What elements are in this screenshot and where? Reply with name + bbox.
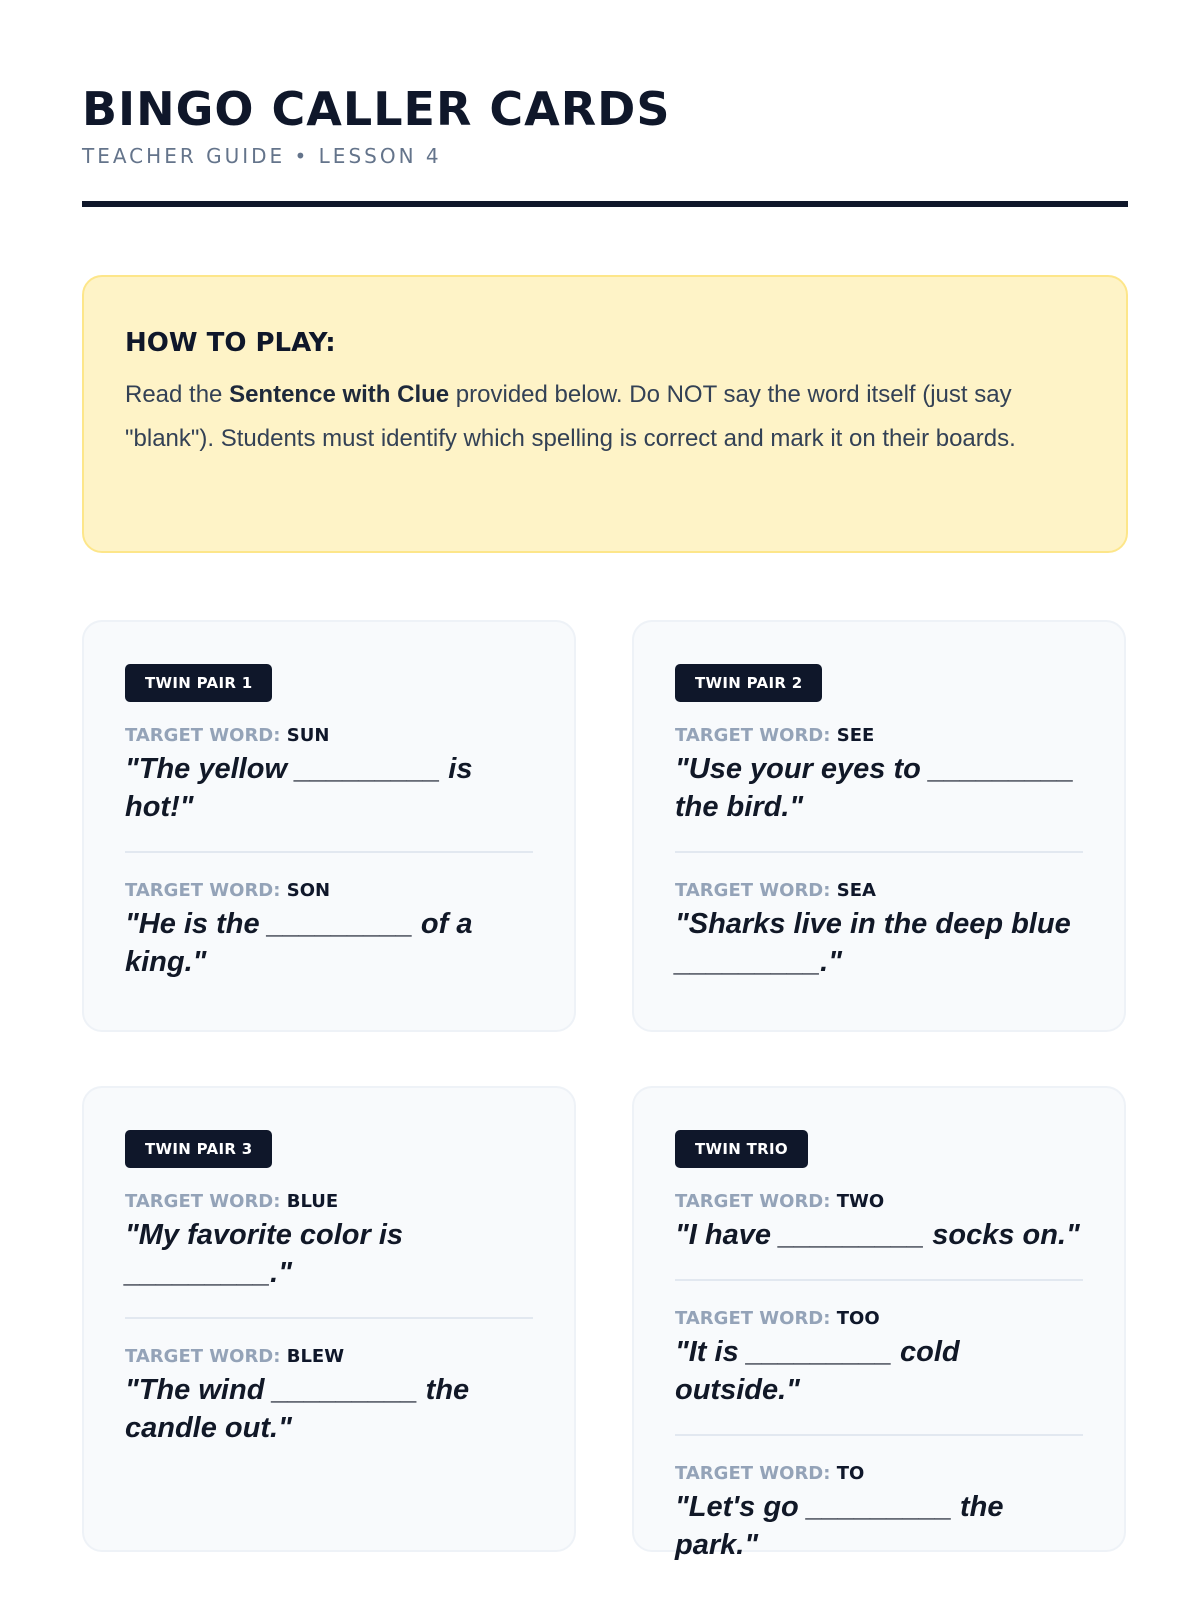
card-entry bbox=[675, 1279, 1083, 1409]
target-word-line bbox=[125, 1190, 533, 1214]
how-to-play-text bbox=[125, 373, 1085, 461]
target-word-label: TARGET WORD: bbox=[675, 1308, 831, 1329]
target-word-line bbox=[125, 879, 533, 903]
card-entry bbox=[125, 724, 533, 826]
card-badge: TWIN PAIR 2 bbox=[675, 664, 822, 702]
header-divider bbox=[82, 201, 1128, 207]
target-word-value: SUN bbox=[286, 725, 330, 746]
target-word-line bbox=[675, 1307, 1083, 1331]
clue-sentence: "I have _________ socks on." bbox=[675, 1219, 1080, 1251]
target-word-line bbox=[125, 1345, 533, 1369]
card-entry bbox=[675, 724, 1083, 826]
target-word-label: TARGET WORD: bbox=[125, 1191, 281, 1212]
clue-sentence: "Let's go _________ the park." bbox=[675, 1491, 1004, 1561]
target-word-value: TO bbox=[836, 1463, 865, 1484]
card-badge: TWIN PAIR 1 bbox=[125, 664, 272, 702]
target-word-label: TARGET WORD: bbox=[675, 880, 831, 901]
card-badge: TWIN TRIO bbox=[675, 1130, 808, 1168]
target-word-value: TOO bbox=[836, 1308, 880, 1329]
card-entry bbox=[125, 851, 533, 981]
target-word-label: TARGET WORD: bbox=[125, 880, 281, 901]
clue-sentence: "Use your eyes to _________ the bird." bbox=[675, 753, 1075, 823]
target-word-label: TARGET WORD: bbox=[675, 1463, 831, 1484]
target-word-label: TARGET WORD: bbox=[675, 1191, 831, 1212]
caller-card-twin-trio bbox=[632, 1086, 1126, 1561]
target-word-line bbox=[675, 724, 1083, 748]
card-entry bbox=[675, 1434, 1083, 1564]
clue-sentence: "My favorite color is _________." bbox=[125, 1219, 404, 1289]
target-word-line bbox=[125, 724, 533, 748]
target-word-value: SEE bbox=[836, 725, 875, 746]
target-word-line bbox=[675, 879, 1083, 903]
how-to-text-start: Read the bbox=[125, 381, 230, 408]
target-word-label: TARGET WORD: bbox=[125, 1346, 281, 1367]
target-word-value: BLEW bbox=[286, 1346, 345, 1367]
clue-sentence: "He is the _________ of a king." bbox=[125, 908, 473, 978]
card-entry bbox=[125, 1317, 533, 1447]
target-word-value: SON bbox=[286, 880, 331, 901]
caller-card-twin-pair-1 bbox=[82, 620, 576, 1032]
caller-card-twin-pair-2 bbox=[632, 620, 1126, 1032]
clue-sentence: "The yellow _________ is hot!" bbox=[125, 753, 473, 823]
card-badge: TWIN PAIR 3 bbox=[125, 1130, 272, 1168]
page-subtitle: TEACHER GUIDE • LESSON 4 bbox=[82, 144, 442, 168]
target-word-value: TWO bbox=[836, 1191, 885, 1212]
clue-sentence: "It is _________ cold outside." bbox=[675, 1336, 960, 1406]
card-entry bbox=[125, 1190, 533, 1292]
target-word-line bbox=[675, 1462, 1083, 1486]
clue-sentence: "The wind _________ the candle out." bbox=[125, 1374, 470, 1444]
card-entry bbox=[675, 1190, 1083, 1254]
card-entry bbox=[675, 851, 1083, 981]
target-word-value: SEA bbox=[836, 880, 876, 901]
target-word-label: TARGET WORD: bbox=[675, 725, 831, 746]
page-title: BINGO CALLER CARDS bbox=[82, 82, 671, 136]
how-to-text-end: provided below. Do NOT say the word itself (just say "blank"). Students must identify which spelling is correct and mark it on their boards. bbox=[125, 381, 1016, 452]
target-word-value: BLUE bbox=[286, 1191, 339, 1212]
clue-sentence: "Sharks live in the deep blue _________." bbox=[675, 908, 1071, 978]
target-word-label: TARGET WORD: bbox=[125, 725, 281, 746]
caller-card-twin-pair-3 bbox=[82, 1086, 576, 1552]
how-to-text-emphasis: Sentence with Clue bbox=[229, 381, 450, 408]
how-to-play-box bbox=[82, 275, 1128, 553]
target-word-line bbox=[675, 1190, 1083, 1214]
how-to-play-title: HOW TO PLAY: bbox=[125, 328, 336, 358]
